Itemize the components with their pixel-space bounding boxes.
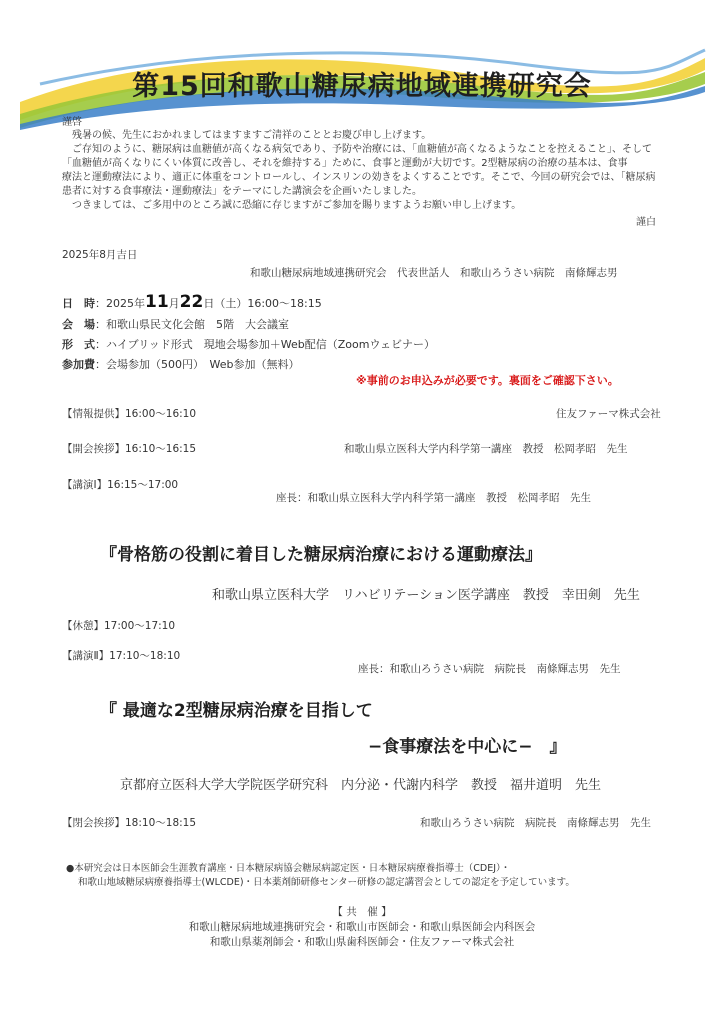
greeting-line: 療法と運動療法により、適正に体重をコントロールし、インスリンの効きをよくすることです。そこで、今回の研究会では、「糖尿病 — [62, 172, 656, 183]
schedule-lecture2-time: 【講演Ⅱ】17:10～18:10 — [62, 650, 181, 662]
cosponsor-line: 和歌山糖尿病地域連携研究会・和歌山市医師会・和歌山県医師会内科医会 — [188, 921, 536, 933]
cosponsor-label: 【 共 催 】 — [332, 906, 392, 918]
greeting-line: つきましては、ご多用中のところ誠に恐縮に存じますがご参加を賜りますようお願い申し上げます。 — [72, 200, 522, 211]
event-fee: 参加費：会場参加（500円） Web参加（無料） — [62, 358, 300, 371]
schedule-close-time: 【閉会挨拶】18:10～18:15 — [62, 817, 197, 829]
event-month: 11 — [145, 292, 169, 312]
lecture1-title: 『骨格筋の役割に着目した糖尿病治療における運動療法』 — [100, 545, 542, 565]
lecture1-speaker: 和歌山県立医科大学 リハビリテーション医学講座 教授 幸田剣 先生 — [212, 588, 640, 603]
schedule-info-time: 【情報提供】16:00～16:10 — [62, 408, 197, 420]
credit-line: ●本研究会は日本医師会生涯教育講座・日本糖尿病協会糖尿病認定医・日本糖尿病療養指導士（CDEJ）・ — [66, 863, 511, 874]
greeting-line: ご存知のように、糖尿病は血糖値が高くなる病気であり、予防や治療には、「血糖値が高くなるようなことを控えること」、そして — [72, 144, 652, 155]
date-label: 日 時 — [62, 297, 95, 310]
greeting-line: 残暑の候、先生におかれましてはますますご清祥のこととお慶び申し上げます。 — [72, 130, 432, 141]
greeting-line: 「血糖値が高くなりにくい体質に改善し、それを維持する」ために、食事と運動が大切です。2型糖尿病の治療の基本は、食事 — [62, 158, 628, 169]
schedule-open-person: 和歌山県立医科大学内科学第一講座 教授 松岡孝昭 先生 — [344, 443, 628, 455]
greeting-closing: 謹白 — [636, 217, 656, 228]
credit-line: 和歌山地域糖尿病療養指導士(WLCDE)・日本薬剤師研修センター研修の認定講習会としての認定を予定しています。 — [78, 877, 575, 888]
schedule-open-time: 【開会挨拶】16:10～16:15 — [62, 443, 197, 455]
lecture2-speaker: 京都府立医科大学大学院医学研究科 内分泌・代謝内科学 教授 福井道明 先生 — [120, 778, 602, 793]
lecture2-title-line2: −食事療法を中心に− 』 — [368, 737, 567, 757]
schedule-lecture1-chair: 座長：和歌山県立医科大学内科学第一講座 教授 松岡孝昭 先生 — [276, 492, 591, 504]
event-format: 形 式：ハイブリッド形式 現地会場参加＋Web配信（Zoomウェビナー） — [62, 338, 436, 351]
greeting-line: 患者に対する食事療法・運動療法」をテーマにした講演会を企画いたしました。 — [62, 186, 422, 197]
page-title: 第15回和歌山糖尿病地域連携研究会 — [132, 71, 592, 102]
schedule-lecture2-chair: 座長：和歌山ろうさい病院 病院長 南條輝志男 先生 — [358, 663, 621, 675]
schedule-break-time: 【休憩】17:00～17:10 — [62, 620, 176, 632]
greeting-opening: 謹啓 — [62, 117, 82, 128]
cosponsor-line: 和歌山県薬剤師会・和歌山県歯科医師会・住友ファーマ株式会社 — [209, 936, 515, 948]
organizer-line: 和歌山糖尿病地域連携研究会 代表世話人 和歌山ろうさい病院 南條輝志男 — [250, 267, 618, 279]
issue-date: 2025年8月吉日 — [62, 249, 138, 261]
event-datetime: 日 時：2025年11月22日（土）16:00～18:15 — [62, 292, 322, 312]
schedule-lecture1-time: 【講演Ⅰ】16:15～17:00 — [62, 479, 179, 491]
event-venue: 会 場：和歌山県民文化会館 5階 大会議室 — [62, 318, 289, 331]
event-day: 22 — [179, 292, 204, 312]
schedule-info-company: 住友ファーマ株式会社 — [556, 408, 661, 420]
registration-notice: ※事前のお申込みが必要です。裏面をご確認下さい。 — [356, 374, 619, 387]
schedule-close-person: 和歌山ろうさい病院 病院長 南條輝志男 先生 — [420, 817, 651, 829]
lecture2-title-line1: 『 最適な2型糖尿病治療を目指して — [100, 701, 373, 721]
